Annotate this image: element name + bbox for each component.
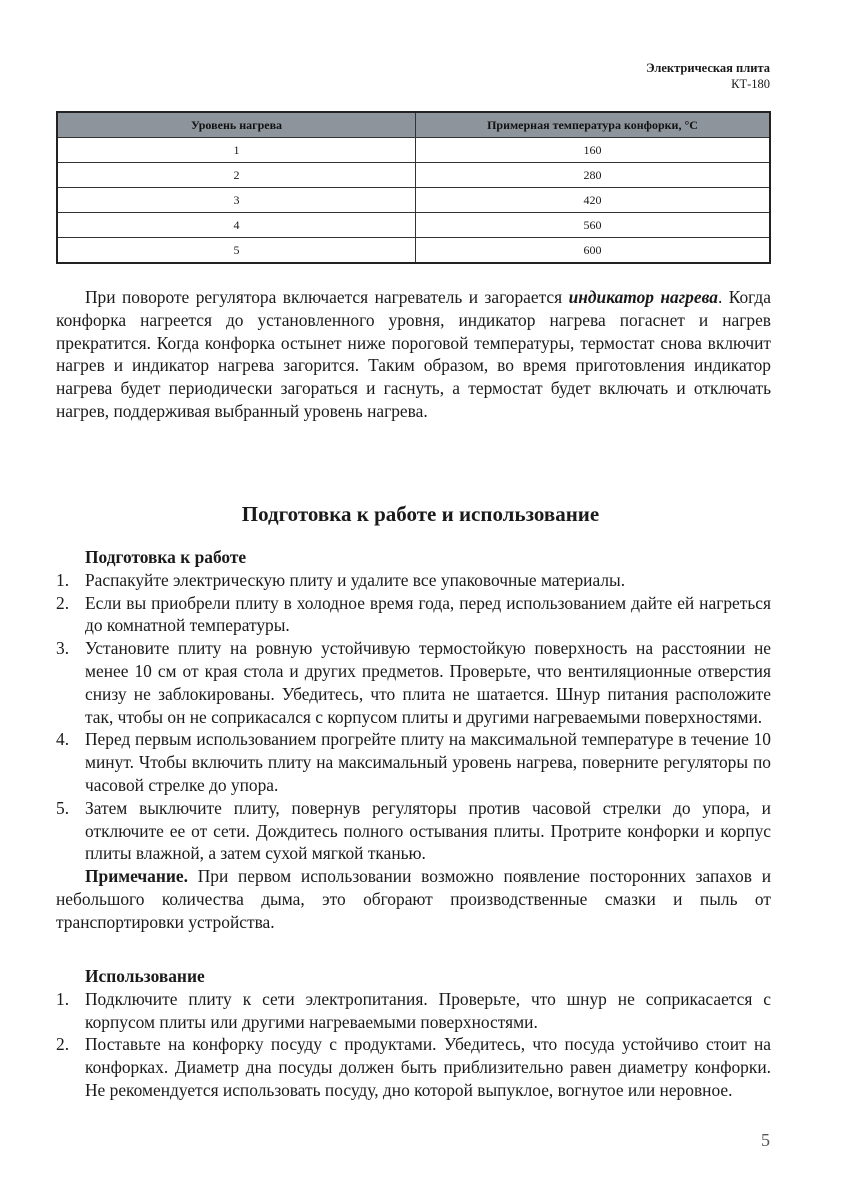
table-header-row — [57, 112, 770, 138]
step-number: 1. — [56, 988, 70, 1009]
step-text: Перед первым использованием прогрейте плиту на максимальной температуре в течение 10 минут. Чтобы включить плиту на максимальный уровень нагрева, поверните регуляторы по часовой стрелке до упора. — [85, 729, 771, 795]
table-row — [57, 163, 770, 188]
table-row — [57, 213, 770, 238]
step-text: Установите плиту на ровную устойчивую термостойкую поверхность на расстоянии не менее 10 см от края стола и других предметов. Проверьте, что вентиляционные отверстия снизу не заблокированы. Убедитесь, что плита не шатается. Шнур питания расположите так, чтобы он не соприкасался с корпусом плиты и другими нагреваемыми поверхностями. — [85, 638, 771, 727]
product-model: КТ-180 — [731, 77, 770, 91]
usage-heading: Использование — [85, 966, 205, 986]
table-row — [57, 138, 770, 163]
list-item — [56, 592, 771, 638]
step-text: Подключите плиту к сети электропитания. Проверьте, что шнур не соприкасается с корпусом плиты или другими нагреваемыми поверхностями. — [85, 988, 771, 1032]
preparation-steps — [56, 569, 771, 865]
table-cell-level: 3 — [57, 188, 416, 213]
step-text: Поставьте на конфорку посуду с продуктами. Убедитесь, что посуда устойчиво стоит на конфорках. Диаметр дна посуды должен быть приблизительно равен диаметру конфорки. Не рекомендуется использовать посуду, дно которой выпуклое, вогнутое или неровное. — [85, 1034, 771, 1100]
table-cell-level: 5 — [57, 238, 416, 264]
table-cell-temperature: 280 — [416, 163, 771, 188]
step-number: 4. — [56, 729, 70, 750]
table-cell-level: 1 — [57, 138, 416, 163]
list-item — [56, 569, 771, 592]
page-header — [646, 60, 770, 92]
intro-text-end: . Когда конфорка нагреется до установленного уровня, индикатор нагрева погаснет и нагрев прекратится. Когда конфорка остынет ниже пороговой температуры, термостат снова включит нагрев и индикатор нагрева загорится. Таким образом, во время приготовления индикатор нагрева будет периодически загораться и гаснуть, а термостат будет включать и отключать нагрев, поддерживая выбранный уровень нагрева. — [56, 287, 771, 421]
table-row — [57, 188, 770, 213]
step-number: 2. — [56, 1034, 70, 1055]
preparation-heading: Подготовка к работе — [85, 547, 247, 567]
table-row — [57, 238, 770, 264]
table-cell-level: 2 — [57, 163, 416, 188]
table-cell-level: 4 — [57, 213, 416, 238]
usage-section — [56, 965, 771, 1102]
section-title: Подготовка к работе и использование — [241, 502, 600, 526]
note-label: Примечание. — [85, 866, 188, 887]
note-text: При первом использовании возможно появление посторонних запахов и небольшого количества дыма, это обгорают производственные смазки и пыль от транспортировки устройства. — [56, 866, 771, 932]
step-number: 2. — [56, 592, 70, 613]
intro-section — [56, 286, 771, 423]
list-item — [56, 637, 771, 728]
column-header-temperature: Примерная температура конфорки, °С — [416, 112, 771, 138]
step-text: Затем выключите плиту, повернув регуляторы против часовой стрелки до упора, и отключите ее от сети. Дождитесь полного остывания плиты. Протрите конфорки и корпус плиты влажной, а затем сухой мягкой тканью. — [85, 797, 771, 864]
column-header-level: Уровень нагрева — [57, 112, 416, 138]
table-cell-temperature: 420 — [416, 188, 771, 213]
list-item — [56, 1033, 771, 1101]
product-title: Электрическая плита — [646, 61, 770, 75]
step-text: Распакуйте электрическую плиту и удалите все упаковочные материалы. — [85, 569, 626, 590]
note-paragraph — [56, 865, 771, 933]
step-number: 5. — [56, 797, 70, 818]
table-cell-temperature: 160 — [416, 138, 771, 163]
step-number: 3. — [56, 638, 70, 659]
table-cell-temperature: 560 — [416, 213, 771, 238]
intro-paragraph — [56, 286, 771, 423]
list-item — [56, 797, 771, 865]
step-number: 1. — [56, 569, 70, 590]
step-text: Если вы приобрели плиту в холодное время года, перед использованием дайте ей нагреться до комнатной температуры. — [85, 592, 771, 636]
intro-text-start: При повороте регулятора включается нагреватель и загорается — [85, 287, 569, 307]
intro-emphasis: индикатор нагрева — [568, 287, 718, 307]
heat-level-table — [56, 111, 771, 264]
list-item — [56, 988, 771, 1034]
usage-steps — [56, 988, 771, 1102]
table-cell-temperature: 600 — [416, 238, 771, 264]
list-item — [56, 728, 771, 796]
preparation-section — [56, 546, 771, 934]
page-number: 5 — [761, 1130, 770, 1150]
